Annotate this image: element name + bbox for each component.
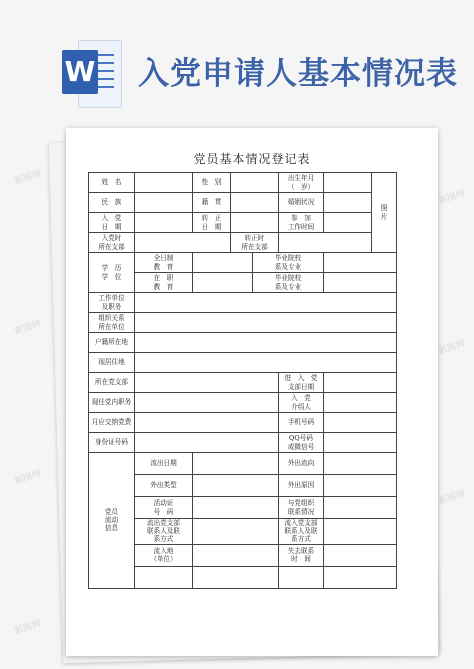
field-native-place[interactable] [231,193,279,213]
field-inservice[interactable] [193,273,253,293]
label-formal-branch: 转正时 所在支部 [231,233,279,253]
label-contact-status: 与党组织 联系情况 [279,497,324,519]
blank-cell[interactable] [135,566,193,588]
label-ethnicity: 民 族 [89,193,135,213]
label-dues: 月应交纳党费 [89,413,135,433]
label-inservice: 在 职 教 育 [135,273,193,293]
field-grad-school-2[interactable] [324,273,397,293]
label-org-unit: 组织关系 所在单位 [89,313,135,333]
field-marital[interactable] [324,193,372,213]
label-mobility: 党员 流动 信息 [89,453,135,589]
field-formal-date[interactable] [231,213,279,233]
field-grad-school-1[interactable] [324,253,397,273]
label-introducer: 入 党 介绍人 [279,393,324,413]
field-birth[interactable] [324,173,372,193]
blank-cell[interactable] [193,566,279,588]
field-branch[interactable] [135,373,279,393]
label-in-branch-contact: 流入党支部 联系人及联 系方式 [279,519,324,545]
field-id-number[interactable] [135,433,279,453]
watermark-text: 新图网 [13,468,43,487]
label-fulltime: 全日制 教 育 [135,253,193,273]
label-out-direction: 外出流向 [279,453,324,475]
field-contact-status[interactable] [324,497,397,519]
label-join-date: 入 党 日 期 [89,213,135,233]
form-title: 党员基本情况登记表 [193,152,311,166]
field-org-unit[interactable] [135,313,397,333]
field-address[interactable] [135,353,397,373]
word-icon-letter: W [62,50,98,94]
field-out-branch-contact[interactable] [193,519,279,545]
field-lost-contact-time[interactable] [324,544,397,566]
field-name[interactable] [135,173,193,193]
label-branch: 所在党支部 [89,373,135,393]
field-hukou[interactable] [135,333,397,353]
label-qq: QQ号码 或微信号 [279,433,324,453]
label-permit-no: 活动证 号 码 [135,497,193,519]
field-out-direction[interactable] [324,453,397,475]
field-out-date[interactable] [193,453,279,475]
label-party-post: 现任党内职务 [89,393,135,413]
label-out-date: 流出日期 [135,453,193,475]
label-id-number: 身份证号码 [89,433,135,453]
label-out-type: 外出类型 [135,475,193,497]
field-formal-branch[interactable] [279,233,372,253]
field-phone[interactable] [324,413,397,433]
label-birth: 出生年月 （ 岁） [279,173,324,193]
label-work-date: 参 加 工作时间 [279,213,324,233]
field-fulltime[interactable] [193,253,253,273]
field-ethnicity[interactable] [135,193,193,213]
field-gender[interactable] [231,173,279,193]
header [0,0,474,115]
label-name: 姓 名 [89,173,135,193]
label-formal-date: 转 正 日 期 [193,213,231,233]
field-out-type[interactable] [193,475,279,497]
field-qq[interactable] [324,433,397,453]
field-in-branch-contact[interactable] [324,519,397,545]
watermark-text: 新图网 [437,488,467,507]
label-out-reason: 外出原因 [279,475,324,497]
label-in-place: 流入地 （单位） [135,544,193,566]
label-marital: 婚姻状况 [279,193,324,213]
label-phone: 手机号码 [279,413,324,433]
watermark-text: 新图网 [13,318,43,337]
label-grad-school-1: 毕业院校 系及专业 [253,253,324,273]
label-enter-branch-date: 进 入 党 支部日期 [279,373,324,393]
field-enter-branch-date[interactable] [324,373,397,393]
label-out-branch-contact: 流出党支部 联系人及联 系方式 [135,519,193,545]
field-join-date[interactable] [135,213,193,233]
field-join-branch[interactable] [135,233,231,253]
label-lost-contact-time: 失去联系 时 间 [279,544,324,566]
field-out-reason[interactable] [324,475,397,497]
blank-cell[interactable] [279,566,324,588]
field-permit-no[interactable] [193,497,279,519]
label-address: 现居住地 [89,353,135,373]
label-grad-school-2: 毕业院校 系及专业 [253,273,324,293]
label-work-unit: 工作单位 及职务 [89,293,135,313]
label-gender: 性 别 [193,173,231,193]
label-hukou: 户籍所在地 [89,333,135,353]
field-party-post[interactable] [135,393,279,413]
watermark-text: 新图网 [437,338,467,357]
field-introducer[interactable] [324,393,397,413]
field-work-unit[interactable] [135,293,397,313]
word-icon [62,40,120,106]
label-education: 学 历 学 位 [89,253,135,293]
document-page [66,128,438,656]
label-photo: 照 片 [372,173,397,253]
field-in-place[interactable] [193,544,279,566]
watermark-text: 新图网 [13,168,43,187]
page-title: 入党申请人基本情况表 [138,56,458,92]
label-native-place: 籍 贯 [193,193,231,213]
field-work-date[interactable] [324,213,372,233]
label-join-branch: 入党时 所在支部 [89,233,135,253]
watermark-text: 新图网 [437,188,467,207]
watermark-text: 新图网 [13,618,43,637]
registration-form-table [88,172,397,589]
field-dues[interactable] [135,413,279,433]
blank-cell[interactable] [324,566,397,588]
